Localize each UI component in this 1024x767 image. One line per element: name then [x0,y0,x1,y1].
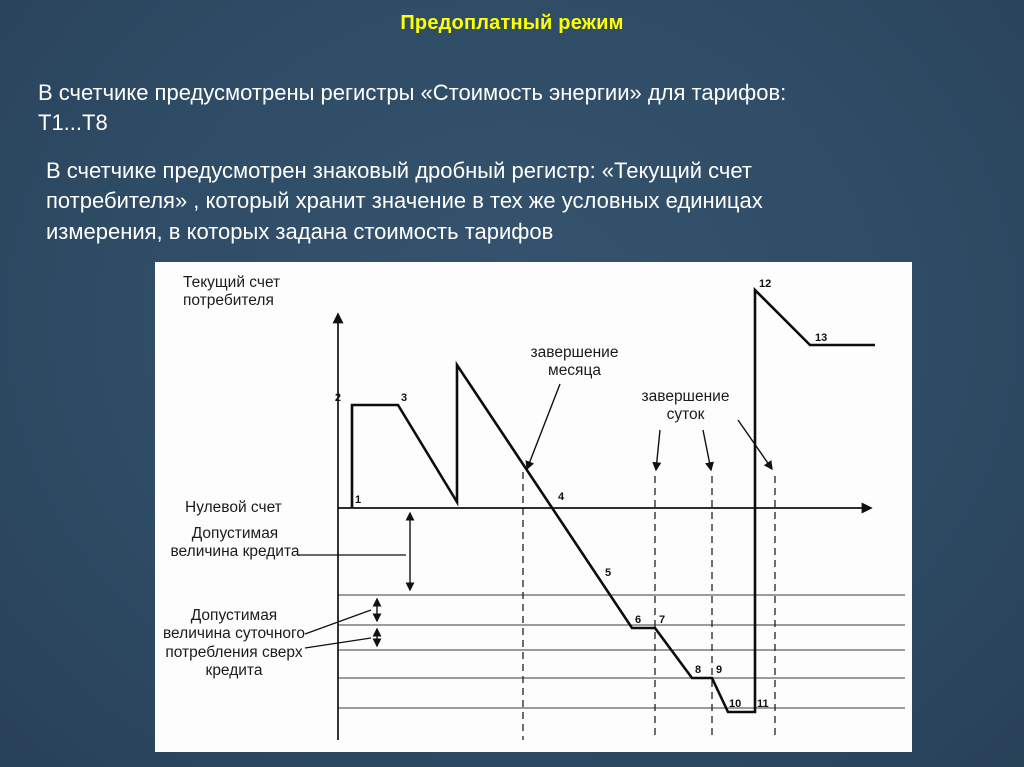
point-numbers [335,278,827,710]
point-label: 2 [334,392,341,404]
measure-arrows [377,513,410,646]
point-label: 5 [605,567,612,579]
point-label: 6 [635,614,642,626]
leader-lines [298,555,406,648]
day-end-arrow-2 [703,430,711,470]
point-label: 13 [815,332,828,344]
month-end-label: завершение месяца [530,344,619,380]
point-label: 1 [355,494,362,506]
zero-account-label: Нулевой счет [185,499,282,516]
point-label: 4 [558,491,565,503]
slide-title: Предоплатный режим [400,12,624,34]
paragraph-fractional-register: В счетчике предусмотрен знаковый дробный регистр: «Текущий счет потребителя» , который хранит значение в тех же условных единицах измерения, в которых задана стоимость тарифов [46,158,763,244]
day-end-arrow-1 [656,430,660,470]
point-label: 8 [695,664,702,676]
point-label: 9 [716,664,723,676]
month-end-arrow [527,384,560,469]
credit-limit-label: Допустимая величина кредита [170,525,300,561]
point-label: 7 [659,614,666,626]
daily-limit-label: Допустимая величина суточного потребления сверх кредита [163,607,305,679]
point-label: 3 [401,392,408,404]
paragraph-energy-cost-registers: В счетчике предусмотрены регистры «Стоимость энергии» для тарифов: Т1...Т8 [38,80,787,136]
day-end-label: завершение суток [641,388,730,424]
point-label: 12 [759,278,772,290]
point-label: 11 [757,698,769,710]
point-label: 10 [729,698,742,710]
y-axis-label: Текущий счет потребителя [183,274,281,310]
balance-diagram [155,262,912,752]
